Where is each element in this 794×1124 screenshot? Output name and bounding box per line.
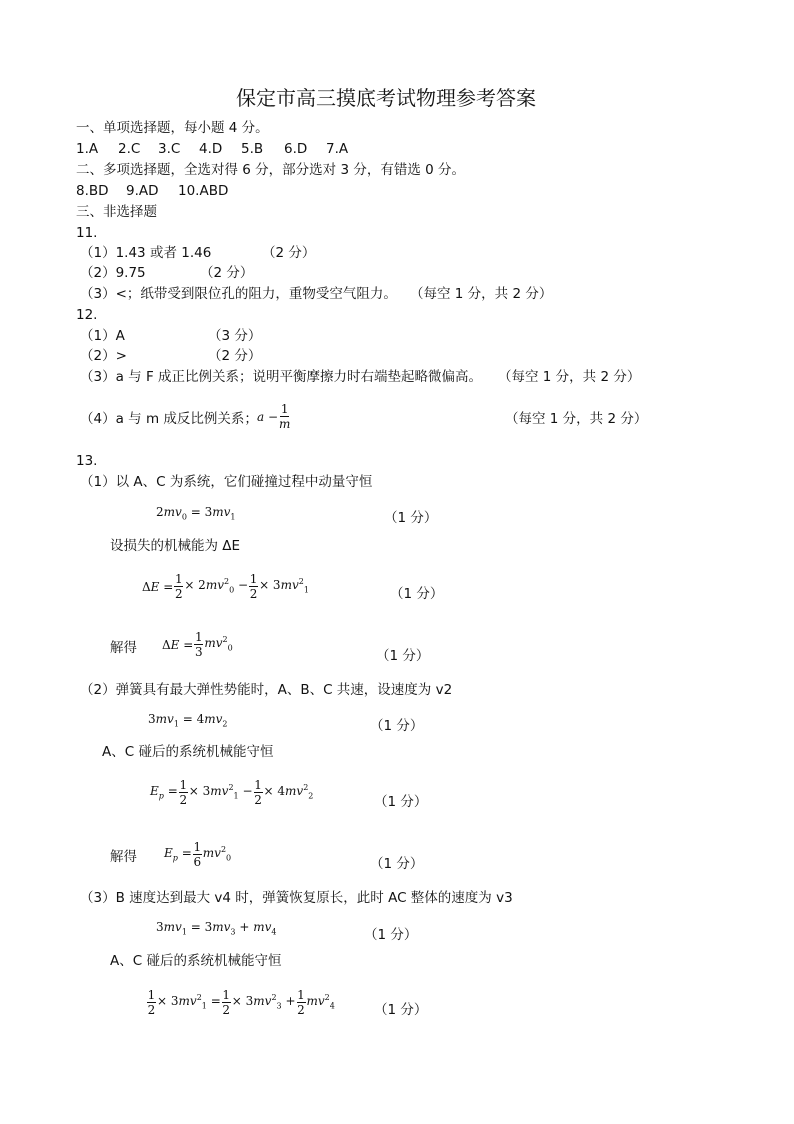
q11-part3: （3）<；纸带受到限位孔的阻力，重物受空气阻力。 [80,286,397,302]
equation-momentum-3: $3mv_1 = 3mv_3 + mv_4$ [156,920,277,937]
answer-1: 1.A [76,141,99,157]
score-eq7: （1 分） [364,927,418,943]
equation-energy-3: $\frac{1}{2}$ × $3mv^2_1$ = $\frac{1}{2}$ × $3mv^2_3$ + $\frac{1}{2}$ $mv^2_4$ [147,988,335,1017]
q12-part3-score: （每空 1 分，共 2 分） [498,369,641,385]
score-eq6: （1 分） [370,856,424,872]
q13-part3: （3）B 速度达到最大 v4 时，弹簧恢复原长，此时 AC 整体的速度为 v3 [80,890,513,906]
q13-ac-energy-1: A、C 碰后的系统机械能守恒 [102,744,274,760]
equation-energy-loss: ΔE = $\frac{1}{2}$ × $2mv^2_0$ − $\frac{1}{2}$ × $3mv^2_1$ [142,572,309,601]
section1-heading: 一、单项选择题，每小题 4 分。 [76,120,269,136]
equation-momentum-1: $2mv_0 = 3mv_1$ [156,505,236,522]
q11-part3-score: （每空 1 分，共 2 分） [410,286,553,302]
q12-number: 12. [76,307,98,323]
q12-part3: （3）a 与 F 成正比例关系；说明平衡摩擦力时右端垫起略微偏高。 [80,369,482,385]
score-eq1: （1 分） [384,510,438,526]
q11-part2: （2）9.75 [80,265,146,281]
answer-9: 9.AD [126,183,159,199]
answer-2: 2.C [118,141,141,157]
q13-solve-2: 解得 [110,849,137,865]
answer-7: 7.A [326,141,349,157]
q11-part1: （1）1.43 或者 1.46 [80,245,212,261]
answer-4: 4.D [199,141,223,157]
score-eq5: （1 分） [374,794,428,810]
page-title: 保定市高三摸底考试物理参考答案 [236,86,536,110]
q11-number: 11. [76,225,98,241]
q11-part2-score: （2 分） [200,265,254,281]
q13-part1: （1）以 A、C 为系统，它们碰撞过程中动量守恒 [80,474,373,490]
q12-part2: （2）> [80,348,127,364]
equation-potential-energy: $E_p$ = $\frac{1}{2}$ × $3mv^2_1$ − $\frac{1}{2}$ × $4mv^2_2$ [150,778,314,807]
answer-5: 5.B [241,141,264,157]
equation-energy-loss-result: ΔE = $\frac{1}{3}$ $mv^2_0$ [162,630,233,659]
section3-heading: 三、非选择题 [76,204,157,220]
q11-part1-score: （2 分） [262,245,316,261]
q12-part4-score: （每空 1 分，共 2 分） [505,411,648,427]
q12-part4: （4）a 与 m 成反比例关系； [80,411,258,427]
score-eq4: （1 分） [370,718,424,734]
q13-ac-energy-2: A、C 碰后的系统机械能守恒 [110,953,282,969]
answer-3: 3.C [158,141,181,157]
q13-part2: （2）弹簧具有最大弹性势能时，A、B、C 共速，设速度为 v2 [80,682,453,698]
score-eq2: （1 分） [390,586,444,602]
answer-6: 6.D [284,141,308,157]
score-eq3: （1 分） [376,648,430,664]
equation-momentum-2: $3mv_1 = 4mv_2$ [148,712,228,729]
answer-8: 8.BD [76,183,109,199]
q13-solve-1: 解得 [110,640,137,656]
score-eq8: （1 分） [374,1002,428,1018]
q12-part2-score: （2 分） [208,348,262,364]
q12-part1: （1）A [80,328,125,344]
q12-part1-score: （3 分） [208,328,262,344]
q13-number: 13. [76,453,98,469]
equation-potential-result: $E_p$ = $\frac{1}{6}$ $mv^2_0$ [164,840,232,869]
q12-formula: a − $\frac{1}{m}$ [257,402,291,431]
q13-loss-text: 设损失的机械能为 ΔE [110,538,241,554]
answer-10: 10.ABD [178,183,229,199]
section2-heading: 二、多项选择题，全选对得 6 分，部分选对 3 分，有错选 0 分。 [76,162,466,178]
